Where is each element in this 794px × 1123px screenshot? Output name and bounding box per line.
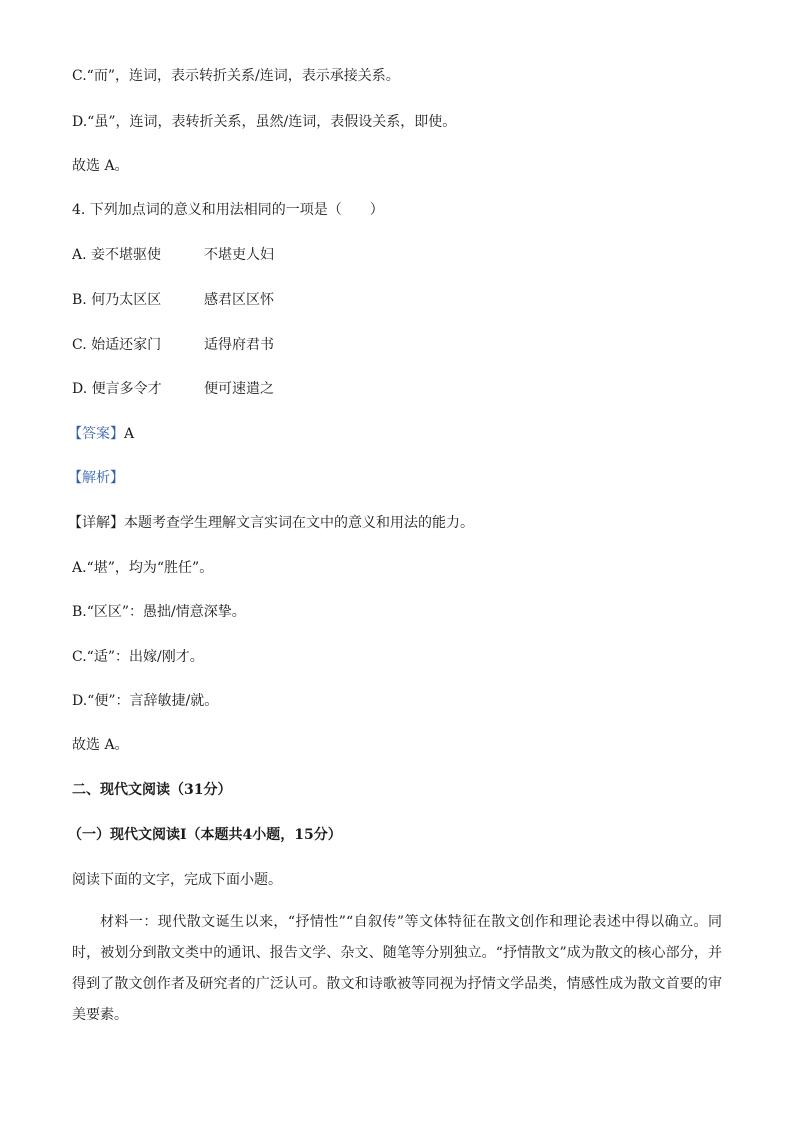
option-d-left: D. 便言多令才: [72, 381, 162, 397]
option-a-right: 不堪吏人妇: [204, 247, 274, 263]
prev-explain-c: C.“而”，连词，表示转折关系/连词，表示承接关系。: [72, 68, 400, 84]
reading-instruction: 阅读下面的文字，完成下面小题。: [72, 872, 282, 888]
explain-c: C.“适”：出嫁/刚才。: [72, 649, 204, 665]
question-4-stem: 4. 下列加点词的意义和用法相同的一项是（ ）: [72, 202, 384, 218]
option-d-right: 便可速遣之: [204, 381, 274, 397]
option-d: [72, 379, 274, 399]
detail-tag: 【详解】: [68, 515, 124, 531]
option-b-right: 感君区区怀: [204, 292, 274, 308]
option-c: [72, 335, 274, 355]
explain-a: A.“堪”，均为“胜任”。: [72, 560, 214, 576]
option-c-left: C. 始适还家门: [72, 337, 162, 353]
q4-conclusion: 故选 A。: [72, 737, 129, 753]
analysis-tag: 【解析】: [68, 470, 124, 486]
answer-line: [68, 424, 134, 444]
material-1-paragraph: 材料一：现代散文诞生以来，“抒情性”“自叙传”等文体特征在散文创作和理论表述中得以确立。同时，被划分到散文类中的通讯、报告文学、杂文、随笔等分别独立。“抒情散文”成为散文的核心部分，并得到了散文创作者及研究者的广泛认可。散文和诗歌被等同视为抒情文学品类，情感性成为散文首要的审美要素。: [72, 914, 722, 1023]
section-heading: 二、现代文阅读（31分）: [72, 782, 232, 798]
prev-explain-d: D.“虽”，连词，表转折关系，虽然/连词，表假设关系，即使。: [72, 114, 457, 130]
option-a-left: A. 妾不堪驱使: [72, 247, 162, 263]
detail-line: [68, 513, 474, 533]
option-c-right: 适得府君书: [204, 337, 274, 353]
prev-conclusion: 故选 A。: [72, 158, 129, 174]
option-b-left: B. 何乃太区区: [72, 292, 162, 308]
detail-text: 本题考查学生理解文言实词在文中的意义和用法的能力。: [124, 515, 474, 531]
answer-tag: 【答案】: [68, 426, 124, 442]
explain-d: D.“便”：言辞敏捷/就。: [72, 693, 219, 709]
option-b: [72, 290, 274, 310]
option-a: [72, 245, 274, 265]
answer-value: A: [124, 426, 135, 442]
explain-b: B.“区区”：愚拙/情意深挚。: [72, 604, 246, 620]
sub-section-heading: （一）现代文阅读Ⅰ（本题共4小题，15分）: [68, 827, 342, 843]
